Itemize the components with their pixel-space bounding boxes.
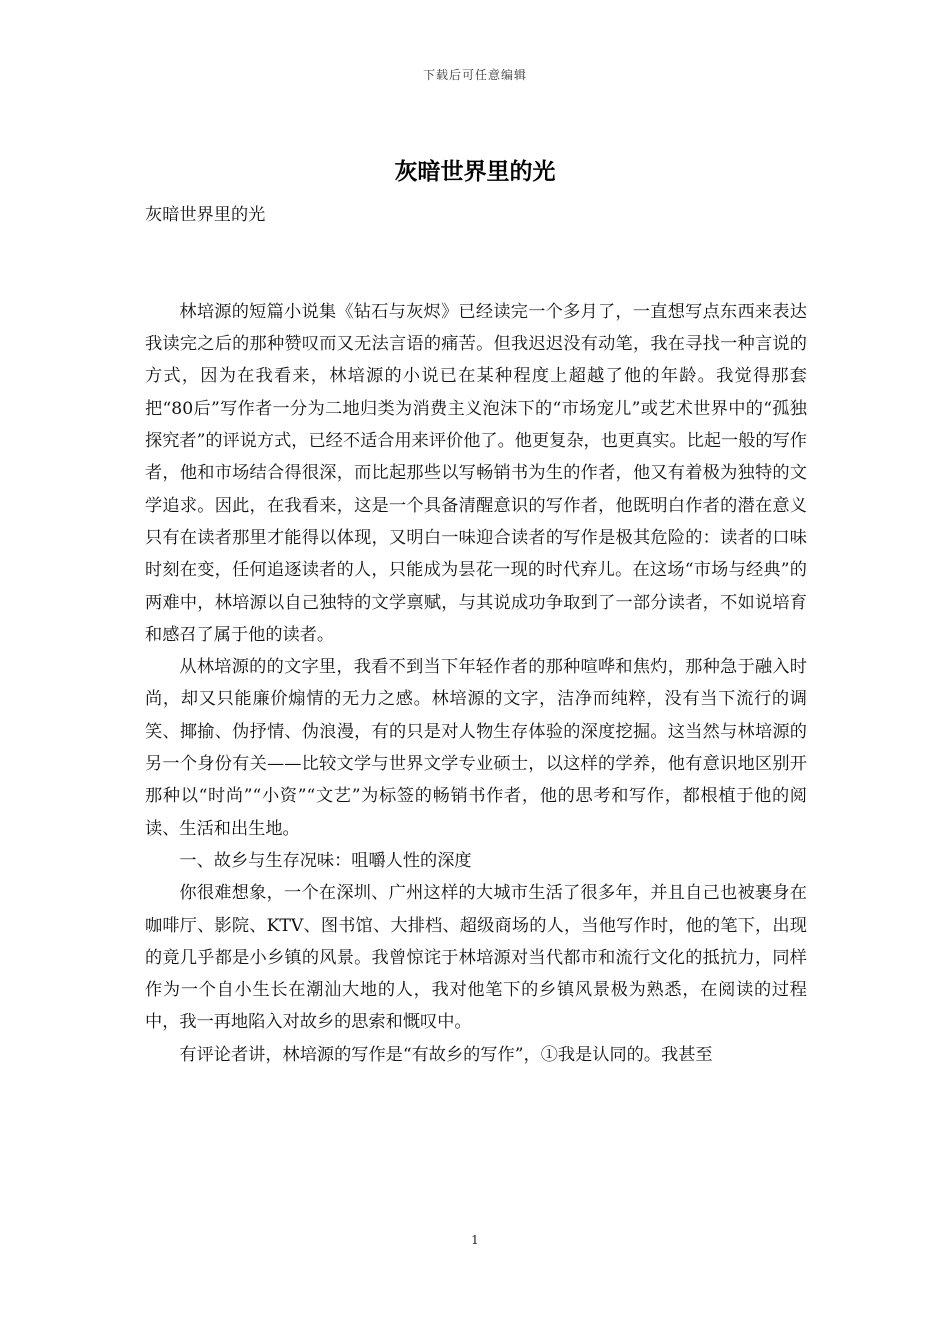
section-heading: 一、故乡与生存况味：咀嚼人性的深度 [179, 850, 472, 871]
paragraph-4: 有评论者讲，林培源的写作是“有故乡的写作”，①我是认同的。我甚至 [179, 1044, 713, 1065]
paragraph-2: 从林培源的的文字里，我看不到当下年轻作者的那种喧哗和焦灼，那种急于融入时尚，却又只能廉价煽情的无力之感。林培源的文字，洁净而纯粹，没有当下流行的调笑、揶揄、伪抒情、伪浪漫，有的只是对人物生存体验的深度挖掘。这当然与林培源的另一个身份有关——比较文学与世界文学专业硕士，以这样的学养，他有意识地区别开那种以“时尚”“小资”“文艺”为标签的畅销书作者，他的思考和写作，都根植于他的阅读、生活和出生地。 [145, 657, 807, 839]
blank-line [145, 231, 807, 296]
page-number: 1 [471, 1233, 479, 1247]
header-note: 下载后可任意编辑 [422, 68, 527, 82]
document-title: 灰暗世界里的光 [394, 158, 556, 185]
paragraph-3: 你很难想象，一个在深圳、广州这样的大城市生活了很多年，并且自己也被裹身在咖啡厅、影院、KTV、图书馆、大排档、超级商场的人，当他写作时，他的笔下，出现的竟几乎都是小乡镇的风景。我曾惊诧于林培源对当代都市和流行文化的抵抗力，同样作为一个自小生长在潮汕大地的人，我对他笔下的乡镇风景极为熟悉，在阅读的过程中，我一再地陷入对故乡的思索和慨叹中。 [145, 883, 807, 1033]
document-body [145, 199, 807, 1071]
paragraph-1: 林培源的短篇小说集《钻石与灰烬》已经读完一个多月了，一直想写点东西来表达我读完之后的那种赞叹而又无法言语的痛苦。但我迟迟没有动笔，我在寻找一种言说的方式，因为在我看来，林培源的小说已在某种程度上超越了他的年龄。我觉得那套把“80后”写作者一分为二地归类为消费主义泡沫下的“市场宠儿”或艺术世界中的“孤独探究者”的评说方式，已经不适合用来评价他了。他更复杂，也更真实。比起一般的写作者，他和市场结合得很深，而比起那些以写畅销书为生的作者，他又有着极为独特的文学追求。因此，在我看来，这是一个具备清醒意识的写作者，他既明白作者的潜在意义只有在读者那里才能得以体现，又明白一味迎合读者的写作是极其危险的：读者的口味时刻在变，任何追逐读者的人，只能成为昙花一现的时代弃儿。在这场“市场与经典”的两难中，林培源以自己独特的文学禀赋，与其说成功争取到了一部分读者，不如说培育和感召了属于他的读者。 [145, 301, 807, 645]
document-subtitle: 灰暗世界里的光 [145, 205, 266, 225]
